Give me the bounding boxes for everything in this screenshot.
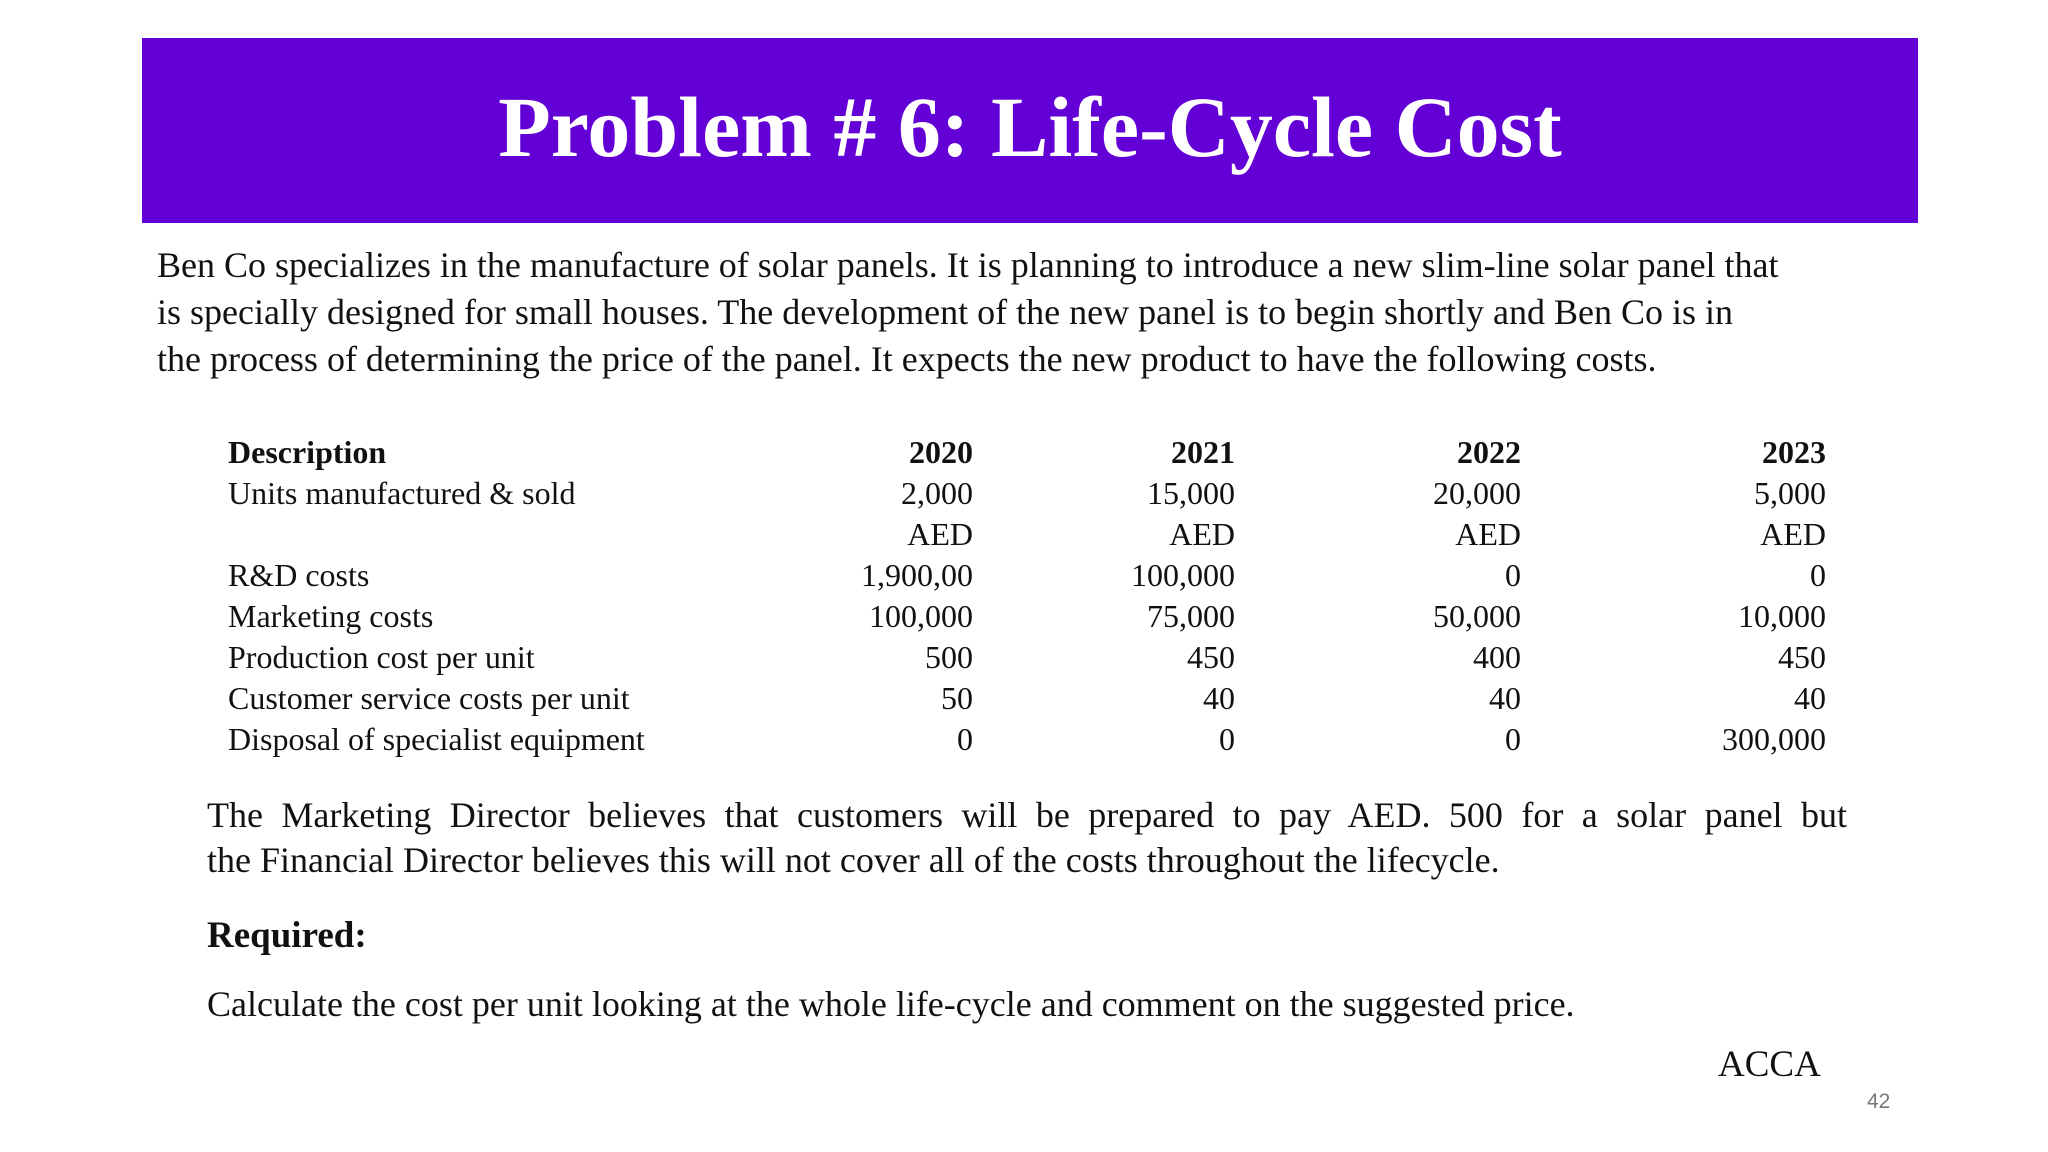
cell: 450: [1778, 639, 1826, 675]
row-label: Units manufactured & sold: [228, 475, 576, 511]
row-label: R&D costs: [228, 557, 370, 593]
slide-title: Problem # 6: Life-Cycle Cost: [498, 78, 1562, 175]
table-row: [228, 678, 1826, 719]
cell: 0: [1505, 721, 1521, 757]
intro-paragraph: [157, 242, 1907, 383]
header-year-2023: 2023: [1762, 434, 1826, 470]
cell: 40: [1203, 680, 1235, 716]
cell: 0: [1219, 721, 1235, 757]
cell: 40: [1794, 680, 1826, 716]
table-row: [228, 514, 1826, 555]
cell: 0: [1810, 557, 1826, 593]
cell: 0: [1505, 557, 1521, 593]
cell: 1,900,00: [861, 557, 973, 593]
table-row: [228, 596, 1826, 637]
table-header-row: [228, 432, 1826, 473]
table-row: [228, 719, 1826, 760]
row-label: Marketing costs: [228, 598, 434, 634]
cell: AED: [1169, 516, 1235, 552]
required-text: Calculate the cost per unit looking at the whole life-cycle and comment on the suggested price.: [207, 984, 1575, 1024]
intro-line: is specially designed for small houses. The development of the new panel is to begin shortly and Ben Co is in: [157, 292, 1734, 332]
slide-number: 42: [1867, 1090, 1891, 1113]
paragraph-line: the Financial Director believes this will not cover all of the costs throughout the lifecycle.: [207, 840, 1500, 880]
row-label: Disposal of specialist equipment: [228, 721, 645, 757]
header-description: Description: [228, 434, 387, 470]
cell: 0: [957, 721, 973, 757]
cell: AED: [907, 516, 973, 552]
required-heading: Required:: [207, 915, 367, 956]
cell: 500: [925, 639, 973, 675]
intro-line: the process of determining the price of the panel. It expects the new product to have the following costs.: [157, 339, 1657, 379]
table-row: [228, 555, 1826, 596]
cell: 2,000: [901, 475, 973, 511]
cell: 15,000: [1147, 475, 1235, 511]
cell: 100,000: [869, 598, 973, 634]
row-label: Customer service costs per unit: [228, 680, 630, 716]
cell: AED: [1760, 516, 1826, 552]
cell: 50,000: [1433, 598, 1521, 634]
intro-line: Ben Co specializes in the manufacture of solar panels. It is planning to introduce a new slim-line solar panel that: [157, 245, 1779, 285]
cell: 50: [941, 680, 973, 716]
cell: 400: [1473, 639, 1521, 675]
cell: 10,000: [1738, 598, 1826, 634]
header-year-2022: 2022: [1457, 434, 1521, 470]
header-year-2021: 2021: [1171, 434, 1235, 470]
table-row: [228, 473, 1826, 514]
paragraph-line: The Marketing Director believes that customers will be prepared to pay AED. 500 for a solar panel but: [207, 795, 1847, 835]
cell: 300,000: [1722, 721, 1826, 757]
header-year-2020: 2020: [909, 434, 973, 470]
cell: AED: [1455, 516, 1521, 552]
source-label: ACCA: [1718, 1044, 1821, 1085]
cell: 100,000: [1131, 557, 1235, 593]
table-row: [228, 637, 1826, 678]
cell: 20,000: [1433, 475, 1521, 511]
cell: 5,000: [1754, 475, 1826, 511]
row-label: Production cost per unit: [228, 639, 535, 675]
row-label: [228, 514, 774, 555]
cell: 75,000: [1147, 598, 1235, 634]
cost-table: [228, 432, 1826, 760]
cell: 40: [1489, 680, 1521, 716]
director-paragraph: [207, 793, 1847, 883]
title-banner: [142, 38, 1918, 223]
cell: 450: [1187, 639, 1235, 675]
